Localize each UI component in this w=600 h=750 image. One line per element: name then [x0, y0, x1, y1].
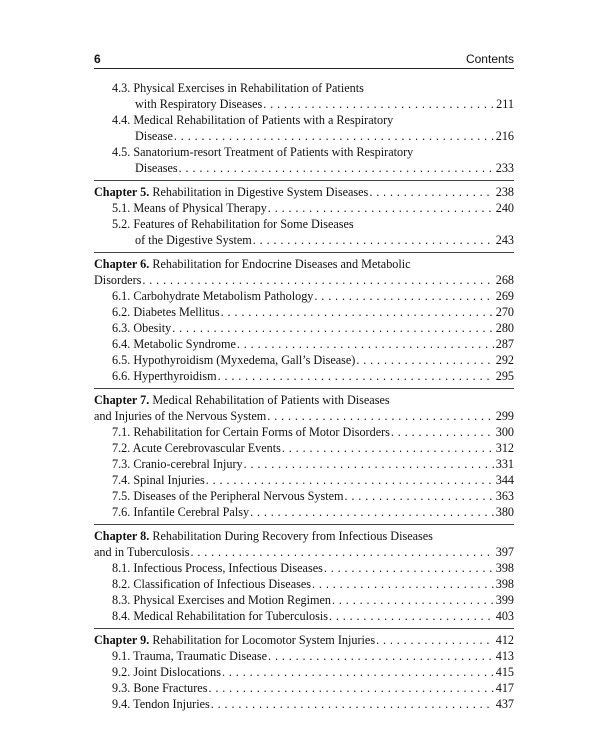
entry-title-text: [112, 144, 413, 160]
chapter-label: Chapter 8.: [94, 529, 150, 543]
entry-title-text: [112, 288, 313, 304]
entry-title: Diabetes Mellitus: [133, 305, 220, 319]
entry-title: Tendon Injuries: [133, 697, 210, 711]
dot-leader: [391, 424, 494, 440]
entry-title: Hyperthyroidism: [133, 369, 217, 383]
section-title-line: [94, 304, 514, 320]
page-ref: 412: [495, 633, 514, 647]
entry-title: Rehabilitation During Recovery from Infectious Diseases: [152, 529, 433, 543]
page-ref: 233: [495, 161, 514, 175]
section-title-line: [94, 664, 514, 680]
section-number: 7.4.: [112, 473, 131, 487]
entry-title-text: [112, 440, 281, 456]
section-title-line: [94, 440, 514, 456]
entry-title: Rehabilitation for Endocrine Diseases and Metabolic: [152, 257, 411, 271]
entry-title-text: [94, 184, 368, 200]
entry-title-text: [135, 160, 178, 176]
dot-leader: [267, 408, 493, 424]
section-entry[interactable]: [94, 504, 514, 520]
entry-title-text: [112, 648, 267, 664]
dot-leader: [282, 440, 494, 456]
section-number: 6.6.: [112, 369, 131, 383]
section-number: 5.2.: [112, 217, 131, 231]
entry-title-text: [112, 680, 207, 696]
dot-leader: [142, 272, 493, 288]
section-number: 8.1.: [112, 561, 131, 575]
entry-title-text: [135, 128, 173, 144]
entry-title: Features of Rehabilitation for Some Diseases: [133, 217, 354, 231]
section-title-line: [94, 128, 514, 144]
section-divider: [94, 252, 514, 253]
running-title: Contents: [465, 52, 514, 66]
section-number: 7.1.: [112, 425, 131, 439]
dot-leader: [268, 648, 494, 664]
dot-leader: [174, 128, 494, 144]
section-entry[interactable]: [94, 80, 514, 112]
section-entry[interactable]: [94, 648, 514, 664]
section-title-line: [94, 336, 514, 352]
section-title-line: [94, 352, 514, 368]
section-entry[interactable]: [94, 576, 514, 592]
page-ref: 312: [495, 441, 514, 455]
entry-title-text: [112, 560, 323, 576]
section-title-line: [94, 648, 514, 664]
page-ref: 295: [495, 369, 514, 383]
section-number: 8.3.: [112, 593, 131, 607]
entry-title-text: [112, 504, 249, 520]
section-title-line: [94, 368, 514, 384]
section-entry[interactable]: [94, 456, 514, 472]
page-ref: 413: [495, 649, 514, 663]
entry-title-text: [94, 256, 411, 272]
page-ref: 417: [495, 681, 514, 695]
dot-leader: [324, 560, 494, 576]
section-number: 4.3.: [112, 81, 131, 95]
section-entry[interactable]: [94, 696, 514, 712]
section-entry[interactable]: [94, 472, 514, 488]
entry-title-text: [94, 392, 390, 408]
dot-leader: [237, 336, 494, 352]
section-title-line: [94, 608, 514, 624]
entry-title-text: [94, 528, 433, 544]
entry-title: Medical Rehabilitation of Patients with Diseases: [152, 393, 390, 407]
page-ref: 238: [495, 185, 514, 199]
entry-title-text: [112, 608, 328, 624]
dot-leader: [356, 352, 493, 368]
section-title-line: [94, 288, 514, 304]
section-entry[interactable]: [94, 424, 514, 440]
chapter-title-line: [94, 528, 514, 544]
page-ref: 211: [496, 97, 514, 111]
dot-leader: [190, 544, 493, 560]
section-number: 9.2.: [112, 665, 131, 679]
entry-title-text: [112, 456, 243, 472]
entry-title: Medical Rehabilitation of Patients with a Respiratory: [133, 113, 394, 127]
section-entry[interactable]: [94, 336, 514, 352]
dot-leader: [369, 184, 493, 200]
page-ref: 292: [495, 353, 514, 367]
section-entry[interactable]: [94, 488, 514, 504]
page-ref: 287: [495, 337, 514, 351]
entry-title-text: [112, 304, 220, 320]
dot-leader: [208, 680, 493, 696]
entry-title: Trauma, Traumatic Disease: [133, 649, 268, 663]
dot-leader: [244, 456, 494, 472]
section-number: 9.4.: [112, 697, 131, 711]
section-title-line: [94, 592, 514, 608]
page-ref: 299: [495, 409, 514, 423]
entry-title: Joint Dislocations: [133, 665, 222, 679]
section-divider: [94, 524, 514, 525]
section-number: 6.4.: [112, 337, 131, 351]
section-title-line: [94, 680, 514, 696]
section-title-line: [94, 696, 514, 712]
entry-title-text: [112, 368, 217, 384]
table-of-contents: [94, 80, 514, 712]
dot-leader: [312, 576, 494, 592]
dot-leader: [329, 608, 494, 624]
entry-title-text: [94, 632, 375, 648]
entry-title-text: [112, 216, 354, 232]
page-ref: 437: [495, 697, 514, 711]
dot-leader: [263, 96, 494, 112]
section-number: 9.1.: [112, 649, 131, 663]
entry-title: Acute Cerebrovascular Events: [132, 441, 281, 455]
chapter-label: Chapter 9.: [94, 633, 150, 647]
section-entry[interactable]: [94, 560, 514, 576]
entry-title: with Respiratory Diseases: [135, 97, 263, 111]
section-title-line: [94, 160, 514, 176]
section-title-line: [94, 232, 514, 248]
entry-title: Means of Physical Therapy: [133, 201, 267, 215]
chapter-title-line: [94, 392, 514, 408]
entry-title-text: [112, 696, 210, 712]
entry-title-text: [112, 200, 267, 216]
entry-title: Disease: [135, 129, 173, 143]
entry-title: Rehabilitation for Locomotor System Injuries: [152, 633, 376, 647]
chapter-entry[interactable]: [94, 256, 514, 288]
section-number: 4.4.: [112, 113, 131, 127]
section-entry[interactable]: [94, 368, 514, 384]
page-ref: 280: [495, 321, 514, 335]
entry-title: and in Tuberculosis: [94, 545, 190, 559]
page-ref: 300: [495, 425, 514, 439]
entry-title-text: [94, 544, 189, 560]
chapter-title-line: [94, 272, 514, 288]
page-ref: 403: [495, 609, 514, 623]
section-divider: [94, 180, 514, 181]
entry-title-text: [112, 80, 364, 96]
entry-title-text: [112, 320, 171, 336]
entry-title: Classification of Infectious Diseases: [133, 577, 312, 591]
section-number: 8.4.: [112, 609, 131, 623]
section-number: 6.3.: [112, 321, 131, 335]
entry-title-text: [94, 272, 141, 288]
section-entry[interactable]: [94, 592, 514, 608]
dot-leader: [211, 696, 494, 712]
entry-title-text: [112, 112, 393, 128]
section-number: 5.1.: [112, 201, 131, 215]
page-ref: 398: [495, 577, 514, 591]
page-ref: 270: [495, 305, 514, 319]
section-entry[interactable]: [94, 112, 514, 144]
dot-leader: [221, 304, 494, 320]
section-title-line: [94, 560, 514, 576]
page-header: [94, 52, 514, 69]
entry-title: Disorders: [94, 273, 142, 287]
dot-leader: [206, 472, 494, 488]
entry-title: of the Digestive System: [135, 233, 252, 247]
chapter-label: Chapter 7.: [94, 393, 150, 407]
chapter-label: Chapter 5.: [94, 185, 150, 199]
section-entry[interactable]: [94, 144, 514, 176]
dot-leader: [314, 288, 493, 304]
section-title-line: [94, 144, 514, 160]
dot-leader: [345, 488, 494, 504]
entry-title: Bone Fractures: [133, 681, 208, 695]
entry-title-text: [135, 232, 252, 248]
chapter-title-line: [94, 184, 514, 200]
entry-title-text: [112, 488, 344, 504]
section-number: 8.2.: [112, 577, 131, 591]
entry-title: Sanatorium-resort Treatment of Patients with Respiratory: [133, 145, 414, 159]
section-number: 4.5.: [112, 145, 131, 159]
section-number: 6.2.: [112, 305, 131, 319]
section-title-line: [94, 576, 514, 592]
section-number: 7.6.: [112, 505, 131, 519]
dot-leader: [250, 504, 494, 520]
dot-leader: [268, 200, 494, 216]
entry-title-text: [135, 96, 262, 112]
entry-title: Diseases of the Peripheral Nervous System: [133, 489, 344, 503]
entry-title: Physical Exercises in Rehabilitation of Patients: [133, 81, 364, 95]
chapter-entry[interactable]: [94, 632, 514, 648]
page-ref: 243: [495, 233, 514, 247]
section-entry[interactable]: [94, 352, 514, 368]
entry-title: and Injuries of the Nervous System: [94, 409, 267, 423]
section-title-line: [94, 200, 514, 216]
page-ref: 268: [495, 273, 514, 287]
entry-title: Hypothyroidism (Myxedema, Gall’s Disease): [133, 353, 356, 367]
section-title-line: [94, 472, 514, 488]
entry-title: Carbohydrate Metabolism Pathology: [133, 289, 314, 303]
page-ref: 216: [495, 129, 514, 143]
entry-title: Rehabilitation for Certain Forms of Motor Disorders: [133, 425, 390, 439]
dot-leader: [222, 664, 494, 680]
page-ref: 331: [495, 457, 514, 471]
entry-title: Rehabilitation in Digestive System Diseases: [152, 185, 369, 199]
section-title-line: [94, 456, 514, 472]
section-number: 9.3.: [112, 681, 131, 695]
entry-title-text: [112, 336, 236, 352]
chapter-entry[interactable]: [94, 392, 514, 424]
entry-title: Physical Exercises and Motion Regimen: [133, 593, 332, 607]
page-ref: 398: [495, 561, 514, 575]
entry-title: Medical Rehabilitation for Tuberculosis: [133, 609, 328, 623]
section-number: 6.5.: [112, 353, 131, 367]
section-title-line: [94, 96, 514, 112]
entry-title-text: [94, 408, 266, 424]
entry-title: Obesity: [133, 321, 172, 335]
section-entry[interactable]: [94, 440, 514, 456]
page-ref: 399: [495, 593, 514, 607]
section-entry[interactable]: [94, 200, 514, 216]
section-entry[interactable]: [94, 288, 514, 304]
chapter-entry[interactable]: [94, 528, 514, 560]
section-entry[interactable]: [94, 304, 514, 320]
entry-title-text: [112, 352, 355, 368]
chapter-title-line: [94, 632, 514, 648]
entry-title: Infectious Process, Infectious Diseases: [133, 561, 323, 575]
section-entry[interactable]: [94, 664, 514, 680]
page-ref: 363: [495, 489, 514, 503]
section-entry[interactable]: [94, 216, 514, 248]
page-number: 6: [94, 52, 101, 66]
entry-title: Diseases: [135, 161, 178, 175]
section-title-line: [94, 424, 514, 440]
dot-leader: [179, 160, 494, 176]
entry-title: Cranio-cerebral Injury: [133, 457, 243, 471]
section-title-line: [94, 488, 514, 504]
chapter-title-line: [94, 256, 514, 272]
entry-title: Infantile Cerebral Palsy: [133, 505, 250, 519]
entry-title-text: [112, 424, 390, 440]
section-number: 7.2.: [112, 441, 131, 455]
entry-title: Spinal Injuries: [133, 473, 205, 487]
chapter-label: Chapter 6.: [94, 257, 150, 271]
section-number: 6.1.: [112, 289, 131, 303]
section-entry[interactable]: [94, 320, 514, 336]
dot-leader: [253, 232, 494, 248]
page-ref: 240: [495, 201, 514, 215]
entry-title-text: [112, 472, 205, 488]
section-number: 7.5.: [112, 489, 131, 503]
chapter-entry[interactable]: [94, 184, 514, 200]
page-ref: 344: [495, 473, 514, 487]
section-number: 7.3.: [112, 457, 131, 471]
section-title-line: [94, 216, 514, 232]
page-ref: 269: [495, 289, 514, 303]
section-title-line: [94, 112, 514, 128]
chapter-title-line: [94, 408, 514, 424]
entry-title: Metabolic Syndrome: [133, 337, 236, 351]
dot-leader: [376, 632, 494, 648]
entry-title-text: [112, 576, 311, 592]
entry-title-text: [112, 592, 331, 608]
section-entry[interactable]: [94, 680, 514, 696]
section-title-line: [94, 80, 514, 96]
page-ref: 397: [495, 545, 514, 559]
dot-leader: [172, 320, 493, 336]
section-title-line: [94, 320, 514, 336]
section-title-line: [94, 504, 514, 520]
section-divider: [94, 628, 514, 629]
chapter-title-line: [94, 544, 514, 560]
page-ref: 415: [495, 665, 514, 679]
dot-leader: [332, 592, 494, 608]
dot-leader: [218, 368, 494, 384]
section-divider: [94, 388, 514, 389]
page-ref: 380: [495, 505, 514, 519]
entry-title-text: [112, 664, 221, 680]
section-entry[interactable]: [94, 608, 514, 624]
